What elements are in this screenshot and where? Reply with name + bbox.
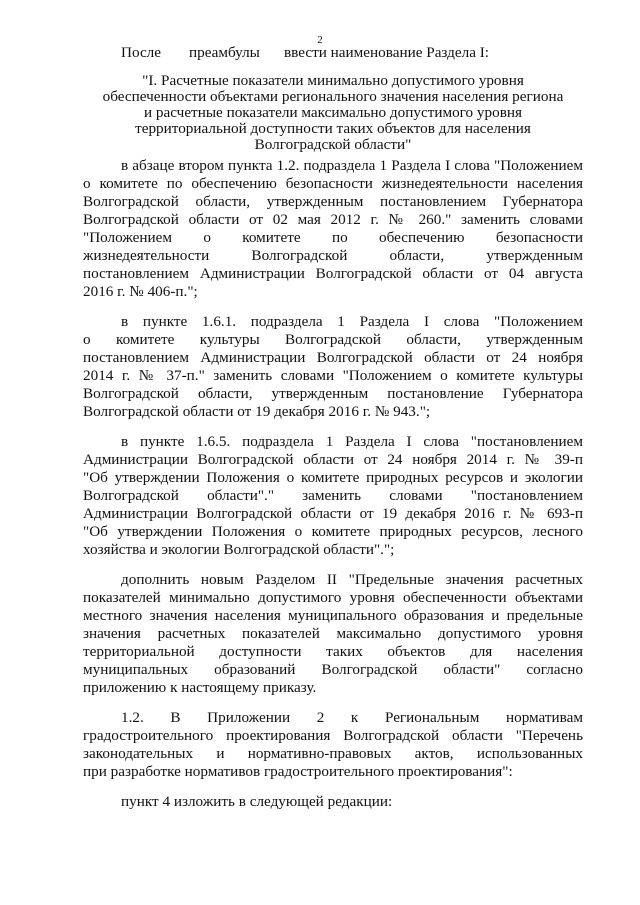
text-line: Администрации Волгоградской области от 24 ноября 2014 г. № 39-п xyxy=(83,451,583,468)
text-line: хозяйства и экологии Волгоградской области"."; xyxy=(83,541,395,558)
text-line: территориальной доступности таких объектов для населения xyxy=(83,643,583,660)
text-line: муниципальных образований Волгоградской области" согласно xyxy=(83,661,583,678)
text-line: Администрации Волгоградской области от 19 декабря 2016 г. № 693-п xyxy=(83,505,583,522)
text-line: Волгоградской области от 02 мая 2012 г. № 260." заменить словами xyxy=(83,211,583,228)
text-line: 2016 г. № 406-п."; xyxy=(83,283,198,300)
text-line: постановлением Администрации Волгоградской области от 04 августа xyxy=(83,265,583,282)
text-line: местного значения населения муниципального образования и предельные xyxy=(83,607,583,624)
text-line: о комитете по обеспечению безопасности жизнедеятельности населения xyxy=(83,175,583,192)
text-line: 2014 г. № 37-п." заменить словами "Положением о комитете культуры xyxy=(83,367,583,384)
text-line: о комитете культуры Волгоградской области, утвержденным xyxy=(83,331,583,348)
section-title-line: "I. Расчетные показатели минимально допустимого уровня xyxy=(142,72,524,89)
preamble-word: преамбулы xyxy=(189,44,260,61)
text-line: "Об утверждении Положения о комитете природных ресурсов, лесного xyxy=(83,523,583,540)
preamble-word: После xyxy=(121,44,162,61)
text-line: Волгоградской области"." заменить словами "постановлением xyxy=(83,487,583,504)
text-line: жизнедеятельности Волгоградской области, утвержденным xyxy=(83,247,583,264)
text-line: Волгоградской области от 19 декабря 2016 г. № 943."; xyxy=(83,403,431,420)
section-title-line: Волгоградской области" xyxy=(254,136,412,153)
text-line: приложению к настоящему приказу. xyxy=(83,679,317,696)
section-title-line: и расчетные показатели максимально допустимого уровня xyxy=(143,104,522,121)
text-line: 1.2. В Приложении 2 к Региональным нормативам xyxy=(121,709,583,726)
text-line: значения расчетных показателей максимально допустимого уровня xyxy=(83,625,583,642)
paragraph-6: пункт 4 изложить в следующей редакции: xyxy=(121,793,393,810)
text-line: в пункте 1.6.1. подраздела 1 Раздела I слова "Положением xyxy=(121,313,583,330)
text-line: постановлением Администрации Волгоградской области от 24 ноября xyxy=(83,349,583,366)
text-line: законодательных и нормативно-правовых актов, использованных xyxy=(83,745,583,762)
text-line: показателей минимально допустимого уровня обеспеченности объектами xyxy=(83,589,583,606)
section-title-line: территориальной доступности таких объектов для населения xyxy=(135,120,531,137)
text-line: в абзаце втором пункта 1.2. подраздела 1 Раздела I слова "Положением xyxy=(121,157,583,174)
page-number: 2 xyxy=(317,34,323,46)
text-line: Волгоградской области, утвержденным постановлением Губернатора xyxy=(83,193,583,210)
text-line: дополнить новым Разделом II "Предельные значения расчетных xyxy=(121,571,583,588)
preamble-word: ввести наименование Раздела I: xyxy=(284,44,490,61)
text-line: градостроительного проектирования Волгоградской области "Перечень xyxy=(83,727,583,744)
text-line: при разработке нормативов градостроительного проектирования": xyxy=(83,763,513,780)
section-title-line: обеспеченности объектами регионального значения населения региона xyxy=(102,88,564,105)
text-line: "Положением о комитете по обеспечению безопасности xyxy=(83,229,583,246)
text-line: "Об утверждении Положения о комитете природных ресурсов и экологии xyxy=(83,469,583,486)
text-line: Волгоградской области, утвержденным постановление Губернатора xyxy=(83,385,583,402)
text-line: в пункте 1.6.5. подраздела 1 Раздела I слова "постановлением xyxy=(121,433,583,450)
